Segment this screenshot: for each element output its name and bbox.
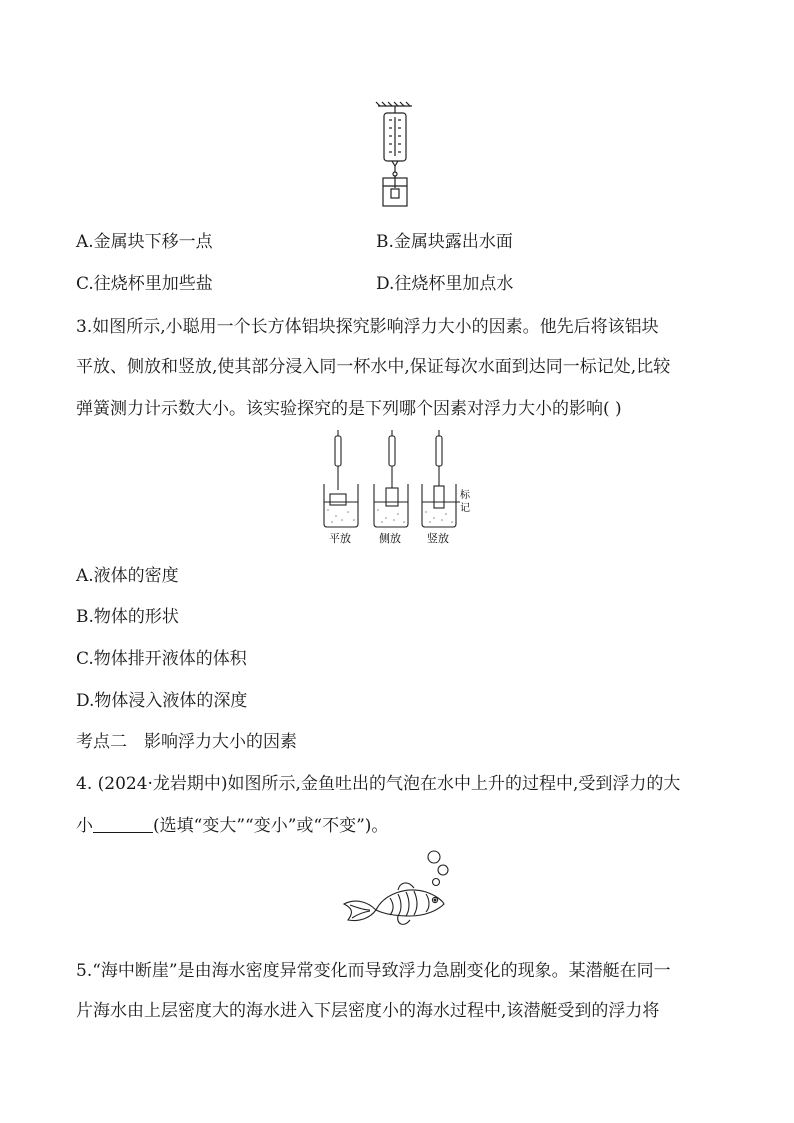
section-heading: 考点二 影响浮力大小的因素 (76, 732, 297, 752)
beaker-upright (422, 430, 460, 527)
q4-text-line-2 (76, 815, 726, 837)
q5-text-line-2: 片海水由上层密度大的海水进入下层密度小的海水过程中,该潜艇受到的浮力将 (76, 1001, 660, 1021)
bubble-medium (438, 865, 448, 875)
label-upright: 竖放 (427, 533, 449, 545)
goldfish-figure (340, 850, 460, 935)
q5-text-line-1: 5.“海中断崖”是由海水密度异常变化而导致浮力急剧变化的现象。某潜艇在同一 (76, 961, 671, 981)
mark-label-2: 记 (460, 503, 470, 514)
q2-option-c[interactable]: C.往烧杯里加些盐 (76, 274, 213, 294)
q2-options-row-1 (76, 231, 726, 253)
beaker-side (374, 430, 408, 527)
q3-text-line-2: 平放、侧放和竖放,使其部分浸入同一杯水中,保证每次水面到达同一标记处,比较 (76, 357, 671, 377)
q3-option-c[interactable]: C.物体排开液体的体积 (76, 649, 247, 669)
q4-suffix: (选填“变大”“变小”或“不变”)。 (153, 816, 389, 836)
q4-answer-blank[interactable] (93, 816, 153, 833)
q3-option-d[interactable]: D.物体浸入液体的深度 (76, 691, 248, 711)
three-beakers-figure (318, 430, 480, 545)
bubble-small (433, 879, 440, 886)
q3-option-b[interactable]: B.物体的形状 (76, 607, 179, 627)
q2-options-row-2 (76, 273, 726, 295)
q3-text-line-1: 3.如图所示,小聪用一个长方体铝块探究影响浮力大小的因素。他先后将该铝块 (76, 317, 659, 337)
q3-option-a[interactable]: A.液体的密度 (76, 566, 179, 586)
beaker-flat (324, 430, 358, 527)
q2-option-a[interactable]: A.金属块下移一点 (76, 232, 213, 252)
q4-text-line-1: 4. (2024·龙岩期中)如图所示,金鱼吐出的气泡在水中上升的过程中,受到浮力的大 (76, 774, 681, 794)
q2-option-d[interactable]: D.往烧杯里加点水 (376, 274, 514, 294)
label-side: 侧放 (379, 533, 401, 545)
spring-scale-figure (370, 100, 420, 212)
q4-prefix: 小 (76, 816, 93, 836)
q3-text-line-3: 弹簧测力计示数大小。该实验探究的是下列哪个因素对浮力大小的影响( ) (76, 399, 622, 419)
q2-option-b[interactable]: B.金属块露出水面 (376, 232, 513, 252)
bubble-large (428, 851, 440, 863)
label-flat: 平放 (329, 533, 351, 545)
mark-label-1: 标 (460, 490, 470, 501)
